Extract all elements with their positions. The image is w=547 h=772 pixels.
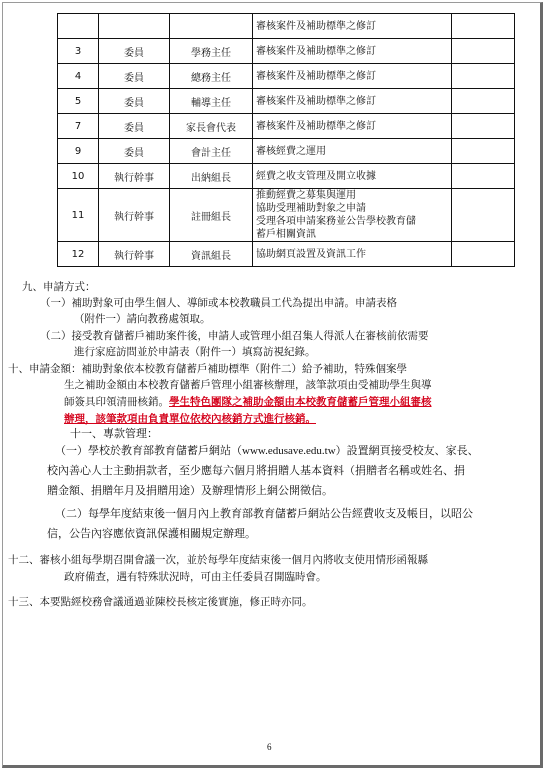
row-number: 4 bbox=[58, 64, 99, 89]
row-role bbox=[99, 14, 170, 39]
row-role: 委員 bbox=[99, 114, 170, 139]
row-role: 委員 bbox=[99, 89, 170, 114]
row-note bbox=[452, 64, 515, 89]
sec9-line4: 進行家庭訪問並於申請表（附件一）填寫訪視紀錄。 bbox=[74, 346, 316, 358]
table-row bbox=[58, 89, 515, 114]
row-number bbox=[58, 14, 99, 39]
row-number: 5 bbox=[58, 89, 99, 114]
row-role: 執行幹事 bbox=[99, 164, 170, 189]
row-duty: 審核案件及補助標準之修訂 bbox=[253, 89, 452, 114]
sec11-p1-line1: （一）學校於教育部教育儲蓄戶網站（www.edusave.edu.tw）設置網頁接受校友、家長、 bbox=[55, 445, 479, 457]
row-note bbox=[452, 14, 515, 39]
row-title: 註冊組長 bbox=[170, 189, 253, 242]
row-duty: 審核案件及補助標準之修訂 bbox=[253, 114, 452, 139]
row-duty: 協助網頁設置及資訊工作 bbox=[253, 242, 452, 267]
sec11-p2-line1: （二）每學年度結束後一個月內上教育部教育儲蓄戶網站公告經費收支及帳目，以昭公 bbox=[55, 508, 473, 520]
table-row bbox=[58, 164, 515, 189]
row-role: 執行幹事 bbox=[99, 242, 170, 267]
sec10-line3 bbox=[64, 395, 432, 410]
row-role: 執行幹事 bbox=[99, 189, 170, 242]
row-number: 7 bbox=[58, 114, 99, 139]
row-note bbox=[452, 242, 515, 267]
sec11-p1-line3: 贈金額、捐贈年月及捐贈用途）及辦理情形上網公開徵信。 bbox=[47, 485, 333, 497]
row-title: 學務主任 bbox=[170, 39, 253, 64]
row-title: 家長會代表 bbox=[170, 114, 253, 139]
sec10-line2: 生之補助金額由本校教育儲蓄戶管理小組審核辦理，該筆款項由受補助學生與導 bbox=[64, 379, 432, 391]
row-duty-line: 推動經費之募集與運用 bbox=[256, 190, 356, 201]
table-row bbox=[58, 242, 515, 267]
sec10-line1: 十、申請金額：補助對象依本校教育儲蓄戶補助標準（附件二）給予補助，特殊個案學 bbox=[8, 363, 407, 375]
table-row bbox=[58, 64, 515, 89]
sec11-heading: 十一、專款管理： bbox=[70, 428, 158, 440]
row-note bbox=[452, 164, 515, 189]
row-title: 輔導主任 bbox=[170, 89, 253, 114]
row-number: 11 bbox=[58, 189, 99, 242]
row-number: 10 bbox=[58, 164, 99, 189]
table-row bbox=[58, 14, 515, 39]
row-role: 委員 bbox=[99, 39, 170, 64]
row-number: 9 bbox=[58, 139, 99, 164]
sec10-red-note-1: 學生特色團隊之補助金額由本校教育儲蓄戶管理小組審核 bbox=[169, 396, 432, 408]
row-duty-line: 蓄戶相關資訊 bbox=[256, 229, 316, 240]
sec10-red-note-2: 辦理，該筆款項由負責單位依校內核銷方式進行核銷。 bbox=[64, 413, 316, 425]
row-note bbox=[452, 114, 515, 139]
row-duty: 審核案件及補助標準之修訂 bbox=[253, 39, 452, 64]
sec9-line3: （二）接受教育儲蓄戶補助案件後，申請人或管理小組召集人得派人在審核前依需要 bbox=[40, 330, 429, 342]
row-note bbox=[452, 39, 515, 64]
row-number: 12 bbox=[58, 242, 99, 267]
sec9-heading: 九、申請方式： bbox=[22, 281, 96, 293]
row-note bbox=[452, 189, 515, 242]
row-title: 會計主任 bbox=[170, 139, 253, 164]
row-duty: 經費之收支管理及開立收據 bbox=[253, 164, 452, 189]
row-note bbox=[452, 139, 515, 164]
sec12-line2: 政府備查，遇有特殊狀況時，可由主任委員召開臨時會。 bbox=[64, 571, 327, 583]
sec11-p2-line2: 信，公告內容應依資訊保護相關規定辦理。 bbox=[47, 528, 256, 540]
row-title bbox=[170, 14, 253, 39]
table-row bbox=[58, 114, 515, 139]
sec13-line1: 十三、本要點經校務會議通過並陳校長核定後實施，修正時亦同。 bbox=[8, 596, 313, 608]
row-duty: 審核案件及補助標準之修訂 bbox=[253, 64, 452, 89]
row-role: 委員 bbox=[99, 139, 170, 164]
sec12-line1: 十二、審核小組每學期召開會議一次，並於每學年度結束後一個月內將收支使用情形函報縣 bbox=[8, 554, 428, 566]
sec9-line1: （一）補助對象可由學生個人、導師或本校教職員工代為提出申請。申請表格 bbox=[40, 297, 397, 309]
row-title: 資訊組長 bbox=[170, 242, 253, 267]
row-duty-line: 受理各項申請案務並公告學校教育儲 bbox=[256, 216, 416, 227]
sec10-line3-text: 師簽具印領清冊核銷。 bbox=[64, 396, 169, 408]
row-duty bbox=[253, 189, 452, 242]
row-duty: 審核案件及補助標準之修訂 bbox=[253, 14, 452, 39]
row-number: 3 bbox=[58, 39, 99, 64]
table-row bbox=[58, 139, 515, 164]
row-duty-line: 協助受理補助對象之申請 bbox=[256, 203, 366, 214]
sec11-p1-line2: 校內善心人士主動捐款者，至少應每六個月將捐贈人基本資料（捐贈者名稱或姓名、捐 bbox=[47, 465, 465, 477]
committee-table bbox=[57, 13, 515, 267]
row-role: 委員 bbox=[99, 64, 170, 89]
table-row bbox=[58, 39, 515, 64]
row-duty: 審核經費之運用 bbox=[253, 139, 452, 164]
row-title: 總務主任 bbox=[170, 64, 253, 89]
table-row bbox=[58, 189, 515, 242]
row-title: 出納組長 bbox=[170, 164, 253, 189]
page-number: 6 bbox=[267, 742, 272, 752]
sec9-line2: （附件一）請向教務處領取。 bbox=[74, 313, 211, 325]
row-note bbox=[452, 89, 515, 114]
